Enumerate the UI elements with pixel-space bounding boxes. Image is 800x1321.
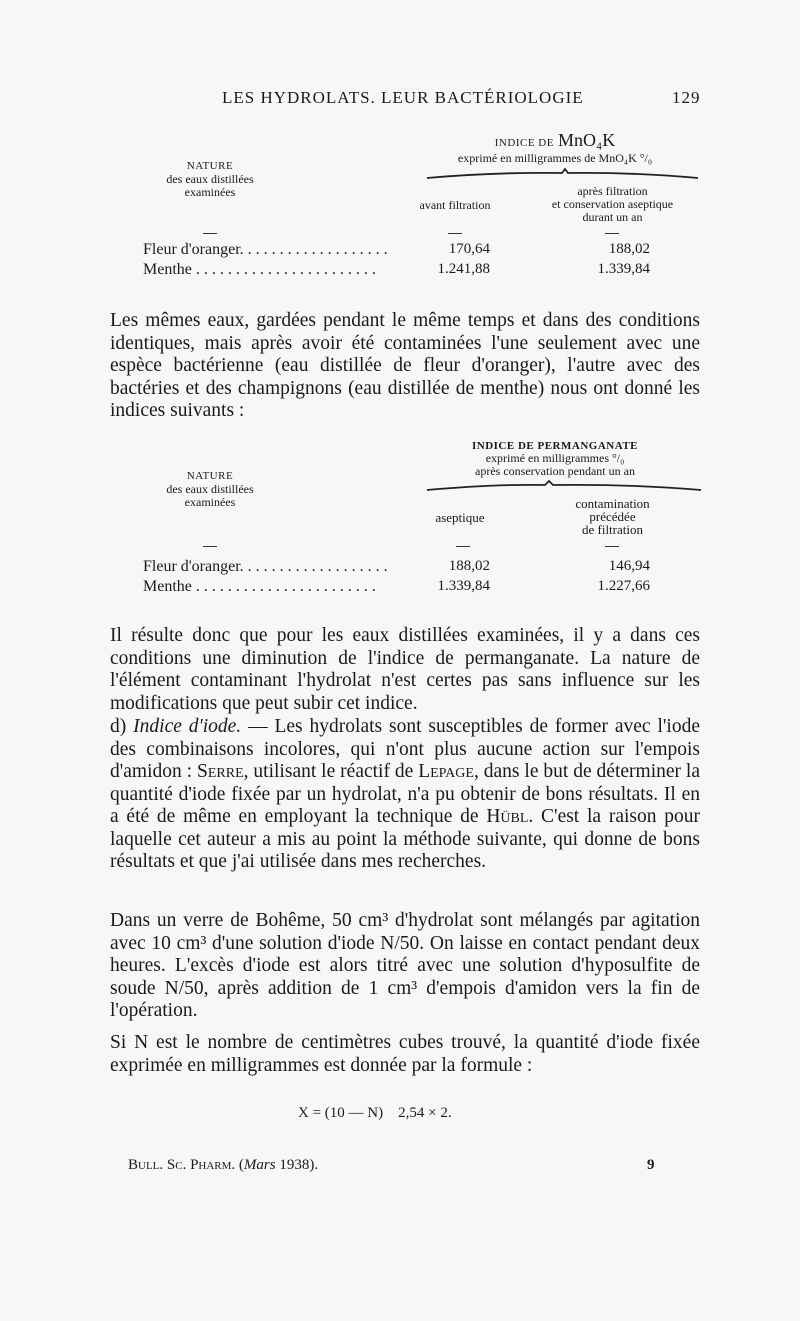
table2-header-line1: INDICE DE PERMANGANATE bbox=[471, 440, 639, 452]
table1-header-prefix: INDICE DE bbox=[494, 137, 554, 149]
table1-row-1-v2: 188,02 bbox=[608, 241, 650, 257]
table1-subcol2 bbox=[525, 185, 700, 224]
table1-row-2-label-text: Menthe bbox=[143, 261, 192, 278]
paragraph-2-text: Il résulte donc que pour les eaux distillées examinées, il y a dans ces conditions une diminution de l'indice de permanganate. La nature de l'élément contaminant l'hydrolat n'est certes pas sans influence sur les modifications que peut subir cet indice. bbox=[110, 625, 700, 714]
table2-nature-label bbox=[140, 470, 280, 509]
table2-subcol1: aseptique bbox=[435, 510, 485, 525]
table2-row-1-label-text: Fleur d'oranger bbox=[143, 558, 240, 575]
table2-subcol2 bbox=[555, 497, 670, 536]
table2-row-2-v2: 1.227,66 bbox=[597, 578, 650, 594]
footer-signature-mark: 9 bbox=[647, 1157, 655, 1173]
table2-dash-2 bbox=[456, 546, 470, 547]
leader-dots: . . . . . . . . . . . . . . . . . . . . . . . bbox=[191, 261, 376, 278]
p3-t2: , utilisant le réactif de bbox=[243, 761, 419, 782]
p3-author-hubl: Hübl bbox=[486, 806, 529, 827]
table2-dash-3 bbox=[605, 546, 619, 547]
table1-subcol1: avant filtration bbox=[419, 198, 491, 212]
table2-nature-line3: examinées bbox=[184, 495, 236, 509]
table2-row-2-v1: 1.339,84 bbox=[437, 578, 490, 594]
paragraph-1 bbox=[110, 310, 700, 423]
paragraph-1-text: Les mêmes eaux, gardées pendant le même temps et dans des conditions identiques, mais après avoir été contaminées l'une seulement avec une espèce bactérienne (eau distillée de fleur d'oranger), l'autre avec des bactéries et des champignons (eau distillée de menthe) nous ont donné les indices suivants : bbox=[110, 310, 700, 421]
leader-dots: . . . . . . . . . . . . . . . . . . . bbox=[239, 558, 388, 575]
table2-header-line2: exprimé en milligrammes °/₀ bbox=[485, 451, 625, 465]
table2-subcol2-line2: précédée bbox=[589, 509, 636, 524]
footer-date-close: 1938). bbox=[275, 1157, 319, 1173]
table1-nature-line1: NATURE bbox=[186, 160, 234, 172]
formula-text: X = (10 — N) 2,54 × 2. bbox=[298, 1105, 452, 1121]
footer-citation bbox=[128, 1157, 318, 1174]
table1-nature-line2: des eaux distillées bbox=[166, 172, 254, 186]
paragraph-2 bbox=[110, 625, 700, 715]
table1-row-2-v1: 1.241,88 bbox=[437, 261, 490, 277]
page-number: 129 bbox=[672, 88, 701, 107]
table2-row-1-v1: 188,02 bbox=[448, 558, 490, 574]
table2-nature-line1: NATURE bbox=[186, 470, 234, 482]
paragraph-4-text: Dans un verre de Bohême, 50 cm³ d'hydrolat sont mélangés par agitation avec 10 cm³ d'une solution d'iode N/50. On laisse en contact pendant deux heures. L'excès d'iode est alors titré avec une solution d'hyposulfite de soude N/50, après addition de 1 cm³ d'empois d'amidon vers la fin de l'opération. bbox=[110, 910, 700, 1021]
table2-subcol2-line1: contamination bbox=[575, 496, 650, 511]
p3-t4: . C'est la raison pour laquelle cet auteur a mis au point la méthode suivante, qui donne de bons résultats et que j'ai utilisée dans mes recherches. bbox=[110, 806, 700, 872]
table1-row-1-label-text: Fleur d'oranger bbox=[143, 241, 240, 258]
table1-brace bbox=[425, 168, 700, 182]
table1-row-2-v2: 1.339,84 bbox=[597, 261, 650, 277]
table1-nature-label bbox=[140, 160, 280, 199]
table2-dash-1 bbox=[203, 546, 217, 547]
footer-journal: Bull. Sc. Pharm. bbox=[128, 1157, 236, 1173]
paragraph-3-text bbox=[110, 716, 700, 874]
footer-date-month: Mars bbox=[243, 1157, 276, 1173]
p3-lead: d) bbox=[110, 716, 134, 737]
paragraph-5 bbox=[110, 1032, 700, 1077]
table2-header-line3: après conservation pendant un an bbox=[475, 464, 635, 478]
running-head-title: LES HYDROLATS. LEUR BACTÉRIOLOGIE bbox=[222, 88, 584, 107]
table2-brace bbox=[425, 480, 703, 494]
p3-heading: Indice d'iode. bbox=[133, 716, 242, 737]
leader-dots: . . . . . . . . . . . . . . . . . . . . . . . bbox=[191, 578, 376, 595]
table2-row-2-label bbox=[143, 578, 418, 596]
table2-col-header bbox=[405, 440, 705, 478]
table1-dash-2 bbox=[448, 233, 462, 234]
running-head bbox=[0, 88, 800, 110]
leader-dots: . . . . . . . . . . . . . . . . . . . bbox=[239, 241, 388, 258]
p3-t3: , dans le but de déterminer la quantité d'iode fixée par un hydrolat, n'a pu obtenir de bons résultats. Il en a été de même en employant la technique de bbox=[110, 761, 700, 827]
p3-author-lepage: Lepage bbox=[418, 761, 474, 782]
p3-t1: — Les hydrolats sont susceptibles de former avec l'iode des combinaisons incolores, qui n'ont plus aucune action sur l'empois d'amidon : bbox=[110, 716, 700, 782]
table1-subcol2-line3: durant un an bbox=[582, 210, 643, 224]
table2-row-2-label-text: Menthe bbox=[143, 578, 192, 595]
table1-subcol2-line1: après filtration bbox=[577, 184, 648, 198]
paragraph-4 bbox=[110, 910, 700, 1023]
table1-dash-3 bbox=[605, 233, 619, 234]
table2-row-1-v2: 146,94 bbox=[608, 558, 650, 574]
table1-dash-1 bbox=[203, 233, 217, 234]
table1-header-formula: MnO₄K bbox=[557, 130, 616, 150]
table2-row-1-label bbox=[143, 558, 418, 576]
table1-subcol2-line2: et conservation aseptique bbox=[551, 197, 674, 211]
paragraph-5-text: Si N est le nombre de centimètres cubes trouvé, la quantité d'iode fixée exprimée en milligrammes est donnée par la formule : bbox=[110, 1032, 700, 1076]
table1-row-1-v1: 170,64 bbox=[448, 241, 490, 257]
table1-nature-line3: examinées bbox=[184, 185, 236, 199]
table1-row-1-label bbox=[143, 241, 418, 259]
table1-col-header bbox=[410, 130, 700, 165]
p3-author-serre: Serre bbox=[197, 761, 244, 782]
table1-header-line2: exprimé en milligrammes de MnO₄K °/₀ bbox=[457, 151, 653, 165]
paragraph-3 bbox=[110, 716, 700, 874]
table2-nature-line2: des eaux distillées bbox=[166, 482, 254, 496]
footer-date-open: ( bbox=[235, 1157, 244, 1173]
table1-row-2-label bbox=[143, 261, 418, 279]
table2-subcol2-line3: de filtration bbox=[581, 522, 643, 537]
